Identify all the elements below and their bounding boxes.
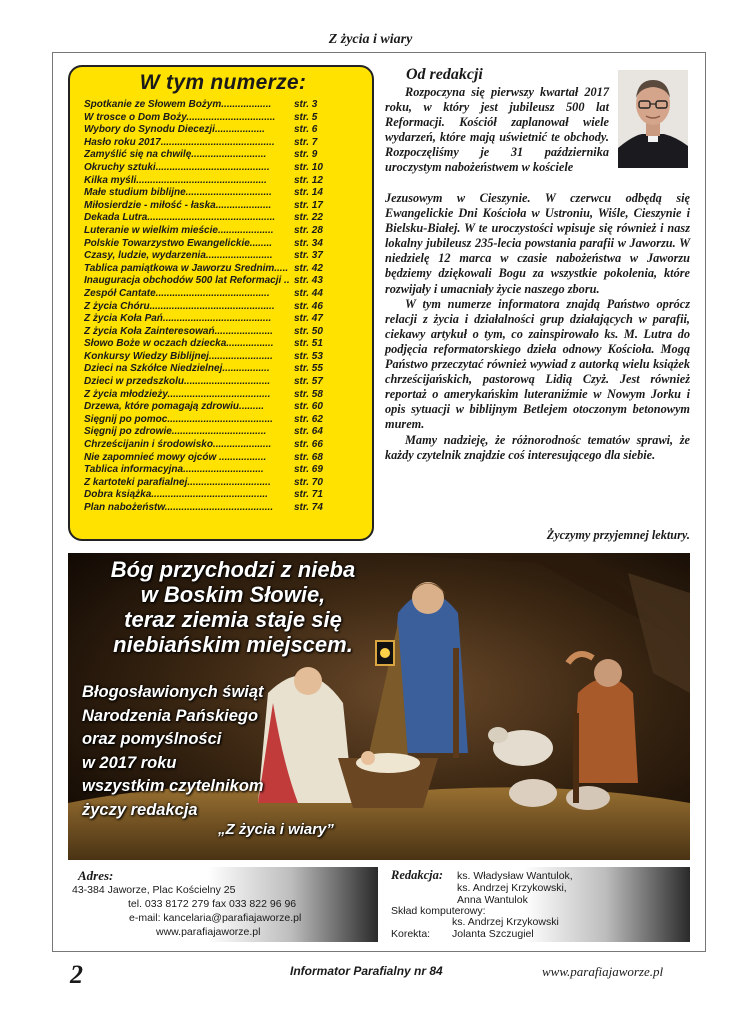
- toc-item-title: Hasło roku 2017.........................................: [84, 136, 275, 148]
- toc-item-page: str. 71: [294, 489, 323, 501]
- address-heading: Adres:: [78, 868, 114, 883]
- toc-item: [84, 212, 362, 225]
- toc-item: [84, 238, 362, 251]
- toc-item-page: str. 10: [294, 161, 323, 173]
- toc-item: [84, 112, 362, 125]
- toc-item: [84, 401, 362, 414]
- wish-line: Błogosławionych świąt: [82, 683, 264, 701]
- toc-item-page: str. 37: [294, 250, 323, 262]
- toc-item: [84, 439, 362, 452]
- nativity-greeting-image: [68, 553, 690, 860]
- toc-item-title: Z życia Koła Pań.......................................: [84, 313, 272, 325]
- toc-item-page: str. 66: [294, 439, 323, 451]
- headline-line: niebiańskim miejscem.: [113, 632, 353, 657]
- toc-item-title: Małe studium biblijne...............................: [84, 187, 272, 199]
- headline-line: Bóg przychodzi z nieba: [110, 557, 356, 582]
- toc-item-page: str. 57: [294, 376, 323, 388]
- toc-item-page: str. 17: [294, 199, 323, 211]
- wish-line: wszystkim czytelnikom: [82, 777, 264, 795]
- toc-item-title: Z życia młodzieży.....................................: [84, 388, 271, 400]
- editor-name: Anna Wantulok: [457, 894, 528, 906]
- toc-item-title: Czasy, ludzie, wydarzenia........................: [84, 250, 273, 262]
- toc-item-title: Z życia Chóru.............................................: [84, 300, 275, 312]
- toc-item-page: str. 34: [294, 237, 323, 249]
- toc-item: [84, 275, 362, 288]
- toc-item: [84, 326, 362, 339]
- typesetting-label: Skład komputerowy:: [391, 905, 486, 917]
- headline-line: teraz ziemia staje się: [124, 607, 342, 632]
- wish-line: Narodzenia Pańskiego: [82, 706, 259, 725]
- toc-item-page: str. 51: [294, 338, 323, 350]
- page-number: 2: [70, 960, 83, 989]
- toc-item: [84, 175, 362, 188]
- proofreading-label: Korekta:: [391, 928, 431, 940]
- table-of-contents: [68, 65, 374, 541]
- toc-item-page: str. 62: [294, 413, 323, 425]
- toc-item-title: Z kartoteki parafialnej..............................: [84, 476, 271, 488]
- toc-item: [84, 489, 362, 502]
- toc-item-page: str. 28: [294, 224, 323, 236]
- toc-item: [84, 200, 362, 213]
- toc-item-page: str. 5: [294, 111, 318, 123]
- editor-name: ks. Andrzej Krzykowski,: [457, 882, 567, 894]
- typesetting-name: ks. Andrzej Krzykowski: [452, 916, 559, 928]
- address-email[interactable]: e-mail: kancelaria@parafiajaworze.pl: [129, 912, 302, 924]
- proofreading-name: Jolanta Szczugiel: [452, 928, 534, 940]
- greeting-wishes: [82, 681, 264, 822]
- toc-item: [84, 301, 362, 314]
- toc-item-title: Dzieci na Szkółce Niedzielnej.................: [84, 363, 270, 375]
- editorial-paragraph-intro: [385, 85, 609, 176]
- editor-name: ks. Władysław Wantulok,: [457, 870, 573, 882]
- running-title: Z życia i wiary: [328, 32, 413, 47]
- toc-item-title: Tablica pamiątkowa w Jaworzu Średnim.....: [84, 262, 289, 274]
- toc-item-title: Polskie Towarzystwo Ewangelickie........: [84, 237, 273, 249]
- toc-item-title: W trosce o Dom Boży................................: [84, 111, 276, 123]
- editorial-paragraph-1b: Jezusowym w Cieszynie. W czerwcu odbędą się Ewangelickie Dni Kościoła w Ustroniu, Wiśle, Cieszynie i Bielsku-Białej. W te uroczystości wpisuje się również i nasz lokalny jubileusz 235-lecia powstania parafii w Jaworzu. W niedzielę 12 marca w czasie nabożeństwa w Jaworzu będziemy dziękowali Bogu za wszystkie pokolenia, które rozwijały i umacniały życie naszego zboru.: [385, 191, 690, 296]
- toc-item-page: str. 14: [294, 187, 323, 199]
- toc-item-title: Drzewa, które pomagają zdrowiu.........: [84, 401, 265, 413]
- toc-item-page: str. 44: [294, 287, 323, 299]
- toc-item: [84, 389, 362, 402]
- toc-item: [84, 414, 362, 427]
- toc-title: W tym numerze:: [139, 71, 307, 94]
- editorial-title: Od redakcji: [406, 66, 483, 83]
- toc-item-page: str. 12: [294, 174, 323, 186]
- toc-item-page: str. 46: [294, 300, 323, 312]
- toc-item-page: str. 42: [294, 262, 323, 274]
- toc-item-title: Spotkanie ze Słowem Bożym..................: [84, 99, 272, 110]
- toc-item: [84, 162, 362, 175]
- toc-item-title: Sięgnij po zdrowie..................................: [84, 426, 267, 438]
- toc-item: [84, 288, 362, 301]
- toc-item: [84, 338, 362, 351]
- toc-item-title: Tablica informacyjna.............................: [84, 464, 264, 476]
- toc-item: [84, 263, 362, 276]
- toc-item-title: Słowo Boże w oczach dziecka.................: [84, 338, 274, 350]
- toc-item: [84, 149, 362, 162]
- toc-item-page: str. 74: [294, 502, 323, 513]
- toc-item-page: str. 7: [294, 136, 318, 148]
- toc-item-title: Miłosierdzie - miłość - łaska....................: [84, 199, 272, 211]
- editorial-signoff: Życzymy przyjemnej lektury.: [546, 528, 690, 542]
- toc-item-title: Konkursy Wiedzy Biblijnej.......................: [84, 350, 273, 362]
- toc-item-title: Luteranie w wielkim mieście....................: [84, 224, 274, 236]
- toc-item: [84, 99, 362, 112]
- toc-item-title: Sięgnij po pomoc......................................: [84, 413, 273, 425]
- toc-item-page: str. 3: [294, 99, 318, 110]
- toc-item: [84, 452, 362, 465]
- toc-item-page: str. 55: [294, 363, 323, 375]
- toc-item-title: Inauguracja obchodów 500 lat Reformacji ..: [84, 275, 290, 287]
- publication-title: Informator Parafialny nr 84: [290, 964, 443, 978]
- toc-item-title: Z życia Koła Zainteresowań.....................: [84, 325, 273, 337]
- toc-item: [84, 464, 362, 477]
- toc-item-page: str. 69: [294, 464, 323, 476]
- editor-portrait: [618, 70, 688, 168]
- toc-item: [84, 225, 362, 238]
- wish-line: w 2017 roku: [82, 753, 177, 772]
- toc-item-page: str. 64: [294, 426, 323, 438]
- toc-item-page: str. 70: [294, 476, 323, 488]
- toc-item: [84, 187, 362, 200]
- toc-item-title: Zamyślić się na chwilę...........................: [84, 149, 267, 161]
- toc-item-title: Chrześcijanin i środowisko.....................: [84, 439, 272, 451]
- greeting-signature: „Z życia i wiary”: [218, 821, 334, 838]
- greeting-headline: [68, 553, 398, 657]
- toc-item-page: str. 9: [294, 149, 318, 161]
- toc-item: [84, 363, 362, 376]
- toc-item-page: str. 43: [294, 275, 323, 287]
- toc-item-title: Dekada Lutra..............................................: [84, 212, 276, 224]
- editorial-paragraph-2: W tym numerze informatora znajdą Państwo oprócz relacji z życia i działalności grup działających w parafii, ciekawy artykuł o tym, co zainspirowało ks. M. Lutra do podjęcia reformatorskiego dzieła odnowy Kościoła. Mogą Państwo przeczytać również wywiad z autorką wielu książek chrześcijańskich, pastorową Lidią Czyż. Jest również reportaż o amerykańskim luteraniźmie w Nowym Jorku i opis sytuacji w biblijnym Betlejem otoczonym betonowym murem.: [385, 296, 690, 432]
- toc-item-page: str. 58: [294, 388, 323, 400]
- toc-item-page: str. 22: [294, 212, 323, 224]
- footer-website[interactable]: www.parafiajaworze.pl: [542, 964, 664, 979]
- toc-item-title: Dobra książka..........................................: [84, 489, 268, 501]
- toc-item-title: Kilka myśli...............................................: [84, 174, 267, 186]
- toc-item: [84, 376, 362, 389]
- address-phones: tel. 033 8172 279 fax 033 822 96 96: [128, 898, 297, 910]
- toc-item-page: str. 50: [294, 325, 323, 337]
- toc-item-page: str. 68: [294, 451, 323, 463]
- toc-item-page: str. 60: [294, 401, 323, 413]
- editorial-paragraph-1a: Rozpoczyna się pierwszy kwartał 2017 roku, w który jest jubileusz 500 lat Reformacji. Kościół zaplanował wiele wydarzeń, które mają uświetnić te obchody. Rozpoczęliśmy je 31 października uroczystym nabożeństwem w kościele: [385, 85, 609, 175]
- toc-item: [84, 477, 362, 490]
- redakcja-label: Redakcja:: [391, 868, 444, 882]
- toc-item-page: str. 47: [294, 313, 323, 325]
- wish-line: oraz pomyślności: [82, 730, 222, 748]
- toc-item-page: str. 6: [294, 124, 318, 136]
- address-street: 43-384 Jaworze, Plac Kościelny 25: [72, 884, 236, 896]
- toc-item-title: Nie zapomnieć mowy ojców .................: [84, 451, 267, 463]
- toc-item: [84, 124, 362, 137]
- toc-item: [84, 250, 362, 263]
- toc-item: [84, 502, 362, 515]
- toc-list: [84, 99, 362, 515]
- toc-item: [84, 426, 362, 439]
- toc-item: [84, 313, 362, 326]
- address-website[interactable]: www.parafiajaworze.pl: [156, 926, 261, 938]
- toc-item-title: Dzieci w przedszkolu...............................: [84, 376, 271, 388]
- toc-item-title: Zespół Cantate.........................................: [84, 287, 270, 299]
- editorial-body: [385, 191, 690, 463]
- toc-item-title: Plan nabożeństw.......................................: [84, 502, 274, 513]
- toc-item: [84, 137, 362, 150]
- headline-line: w Boskim Słowie,: [140, 582, 326, 607]
- wish-line: życzy redakcja: [82, 800, 198, 819]
- editorial-paragraph-3: Mamy nadzieję, że różnorodnośc tematów sprawi, że każdy czytelnik znajdzie coś interesującego dla siebie.: [385, 432, 690, 462]
- toc-item-title: Okruchy sztuki.........................................: [84, 161, 270, 173]
- toc-item: [84, 351, 362, 364]
- toc-item-title: Wybory do Synodu Diecezji..................: [84, 124, 265, 136]
- toc-item-page: str. 53: [294, 350, 323, 362]
